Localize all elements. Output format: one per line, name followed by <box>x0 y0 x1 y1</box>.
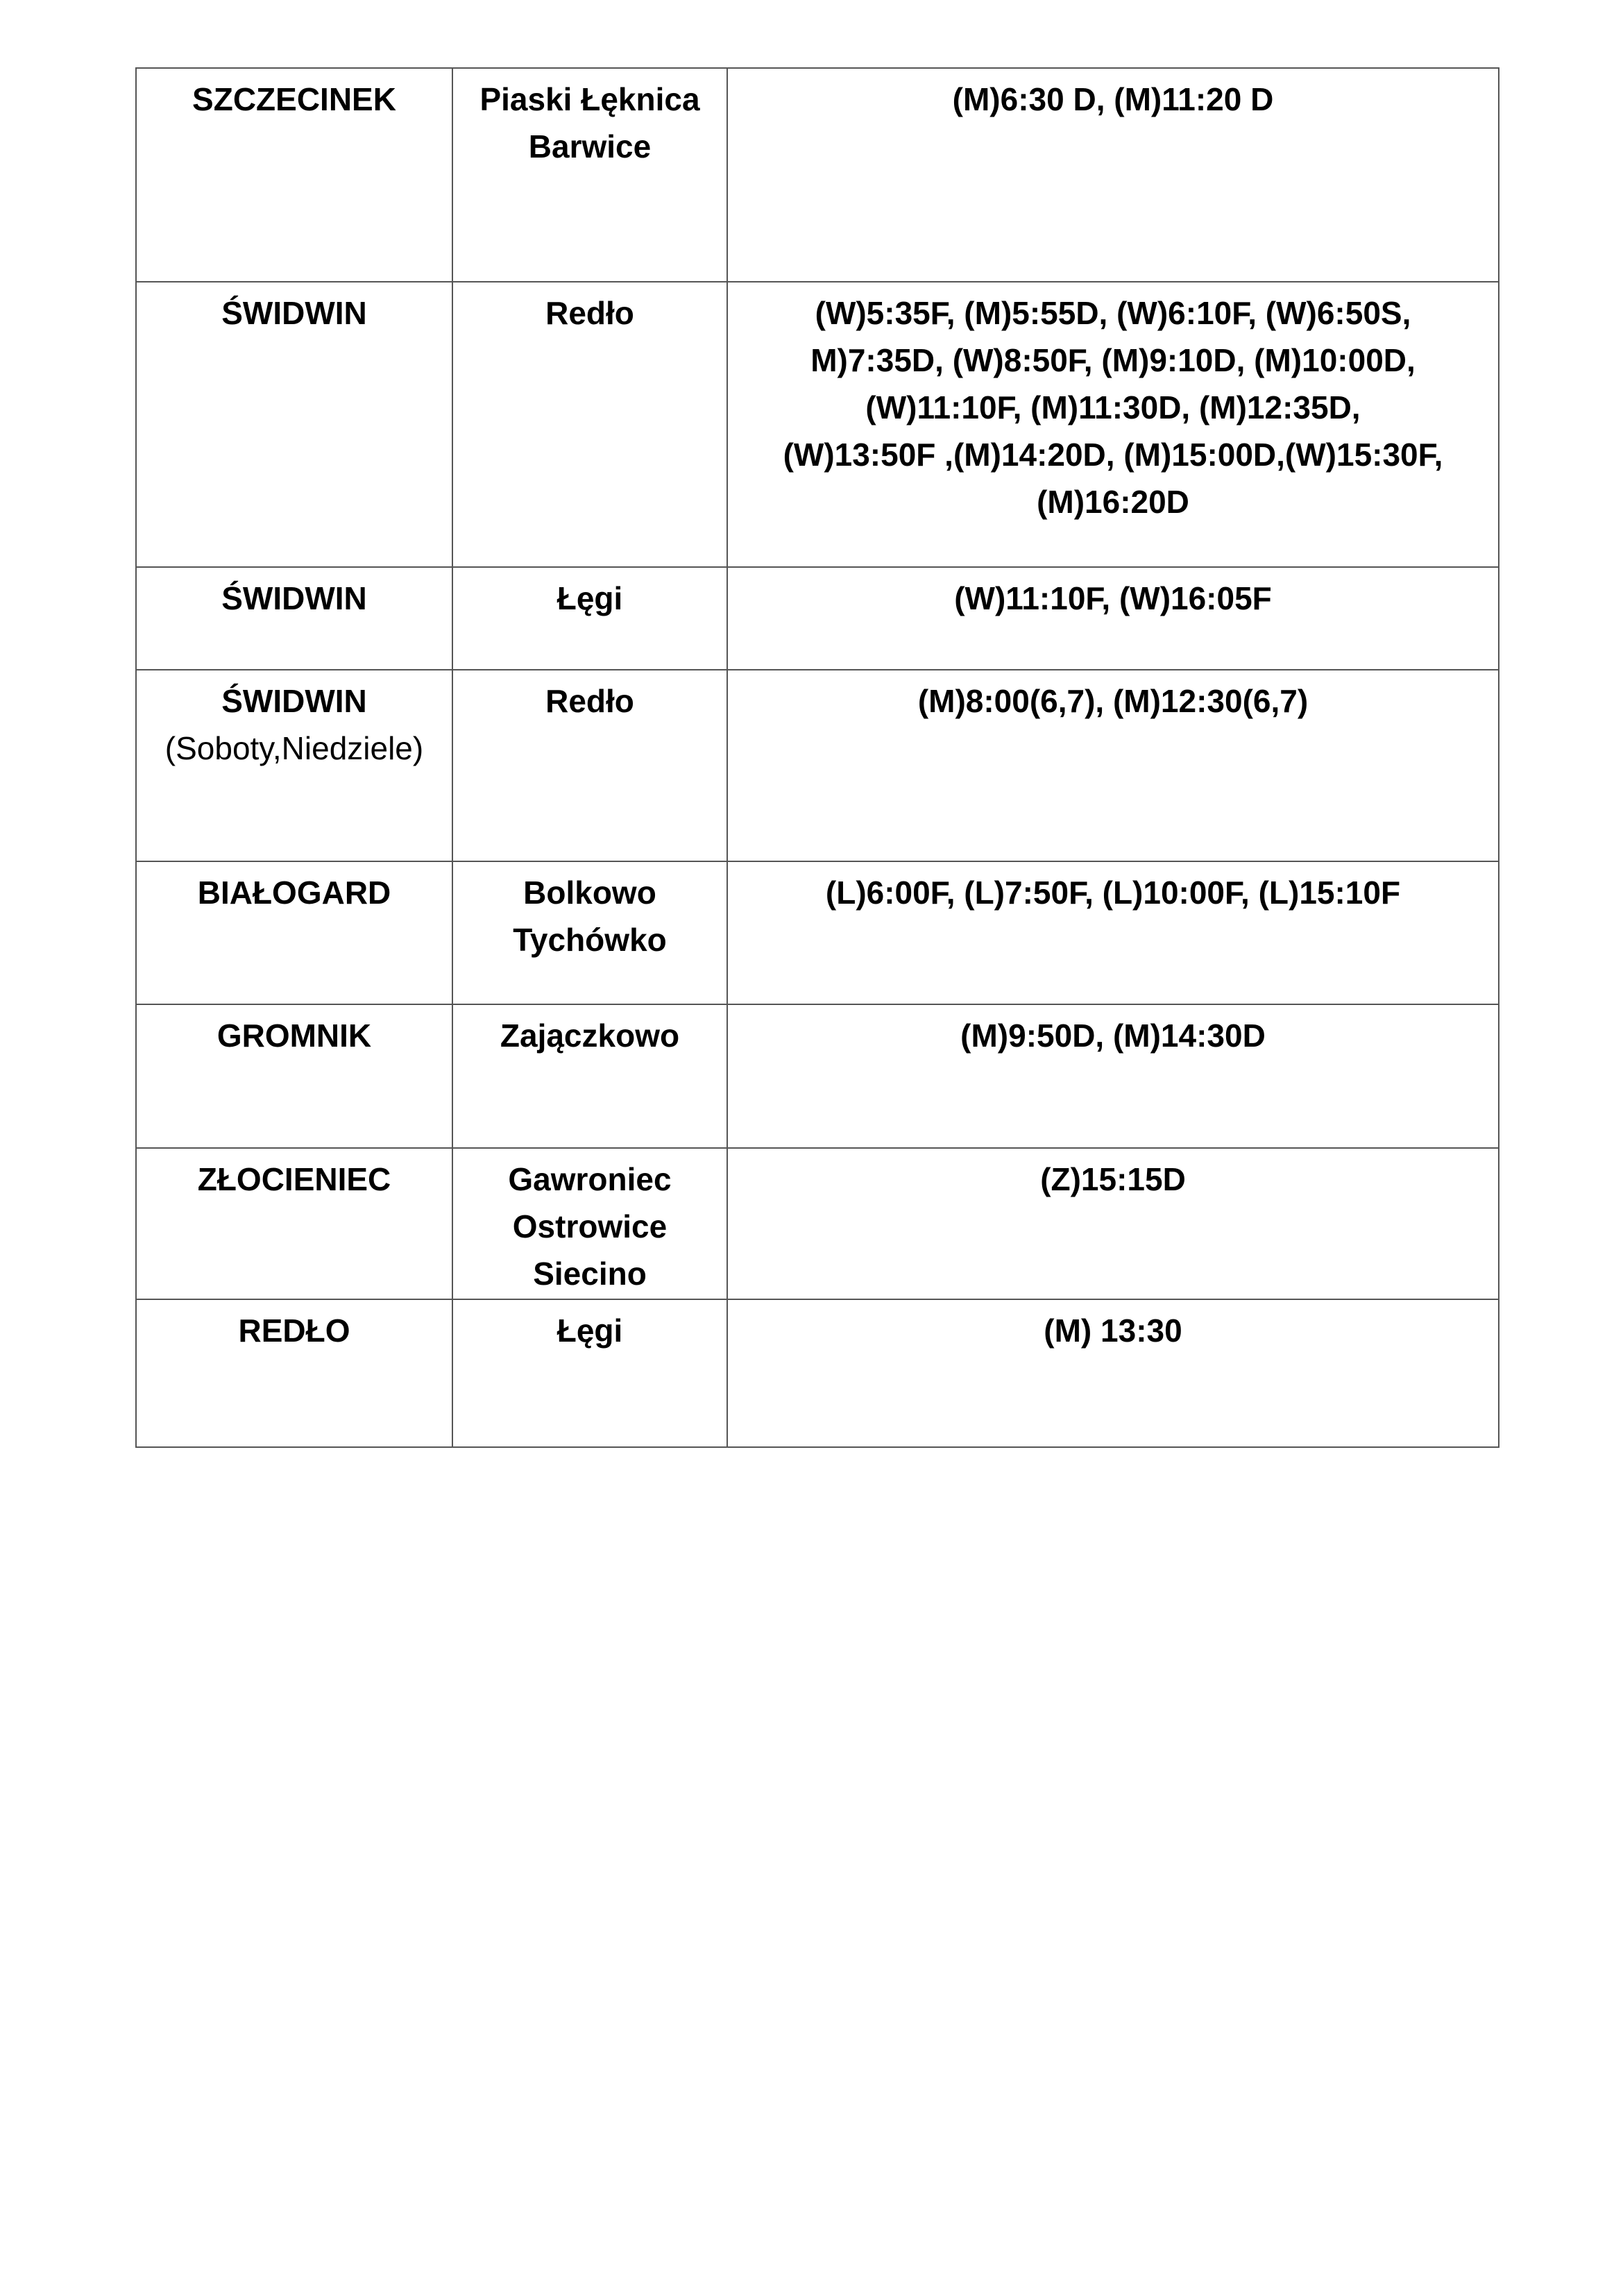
origin-cell <box>136 1004 452 1148</box>
origin-name: ŚWIDWIN <box>221 683 367 719</box>
table-row <box>136 670 1499 861</box>
origin-cell <box>136 282 452 567</box>
origin-name: REDŁO <box>238 1312 350 1349</box>
origin-name: ZŁOCIENIEC <box>197 1161 391 1197</box>
origin-name: SZCZECINEK <box>192 81 396 117</box>
times-cell <box>727 1299 1499 1447</box>
departure-times: (M) 13:30 <box>1044 1312 1182 1349</box>
table-row <box>136 567 1499 670</box>
departure-times: (W)13:50F ,(M)14:20D, (M)15:00D,(W)15:30F, <box>783 437 1443 473</box>
origin-name: GROMNIK <box>216 1018 372 1054</box>
times-cell <box>727 282 1499 567</box>
via-stop: Redło <box>545 295 634 331</box>
via-stop: Piaski Łęknica <box>479 81 700 117</box>
via-cell <box>452 861 727 1004</box>
origin-cell <box>136 68 452 282</box>
origin-note: (Soboty,Niedziele) <box>164 730 424 766</box>
times-cell <box>727 1004 1499 1148</box>
departure-times: (W)11:10F, (W)16:05F <box>954 580 1272 616</box>
origin-cell <box>136 861 452 1004</box>
via-stop: Barwice <box>528 128 652 164</box>
origin-name: BIAŁOGARD <box>197 875 391 911</box>
origin-name: ŚWIDWIN <box>221 580 367 616</box>
via-cell <box>452 1004 727 1148</box>
via-stop: Gawroniec <box>508 1161 672 1197</box>
departure-times: (W)5:35F, (M)5:55D, (W)6:10F, (W)6:50S, <box>815 295 1411 331</box>
table-row <box>136 68 1499 282</box>
table-row <box>136 282 1499 567</box>
bus-schedule-table <box>135 67 1499 1448</box>
via-stop: Łęgi <box>556 580 623 616</box>
table-row <box>136 1148 1499 1299</box>
times-cell <box>727 68 1499 282</box>
departure-times: (M)9:50D, (M)14:30D <box>960 1018 1266 1054</box>
via-stop: Redło <box>545 683 634 719</box>
times-cell <box>727 567 1499 670</box>
via-stop: Zajączkowo <box>500 1018 680 1054</box>
departure-times: M)7:35D, (W)8:50F, (M)9:10D, (M)10:00D, <box>810 342 1416 378</box>
via-cell <box>452 68 727 282</box>
origin-cell <box>136 1148 452 1299</box>
times-cell <box>727 1148 1499 1299</box>
departure-times: (M)16:20D <box>1037 484 1189 520</box>
table-row <box>136 861 1499 1004</box>
origin-name: ŚWIDWIN <box>221 295 367 331</box>
origin-cell <box>136 1299 452 1447</box>
departure-times: (M)8:00(6,7), (M)12:30(6,7) <box>917 683 1309 719</box>
via-stop: Łęgi <box>556 1312 623 1349</box>
table-row <box>136 1299 1499 1447</box>
via-stop: Tychówko <box>513 922 667 958</box>
via-cell <box>452 567 727 670</box>
via-stop: Siecino <box>533 1256 647 1292</box>
via-cell <box>452 670 727 861</box>
times-cell <box>727 861 1499 1004</box>
via-stop: Ostrowice <box>512 1208 668 1244</box>
departure-times: (W)11:10F, (M)11:30D, (M)12:35D, <box>865 389 1361 425</box>
departure-times: (Z)15:15D <box>1040 1161 1186 1197</box>
table-row <box>136 1004 1499 1148</box>
departure-times: (L)6:00F, (L)7:50F, (L)10:00F, (L)15:10F <box>825 875 1401 911</box>
departure-times: (M)6:30 D, (M)11:20 D <box>952 81 1274 117</box>
via-stop: Bolkowo <box>523 875 656 911</box>
origin-cell <box>136 670 452 861</box>
via-cell <box>452 1148 727 1299</box>
via-cell <box>452 282 727 567</box>
times-cell <box>727 670 1499 861</box>
via-cell <box>452 1299 727 1447</box>
origin-cell <box>136 567 452 670</box>
